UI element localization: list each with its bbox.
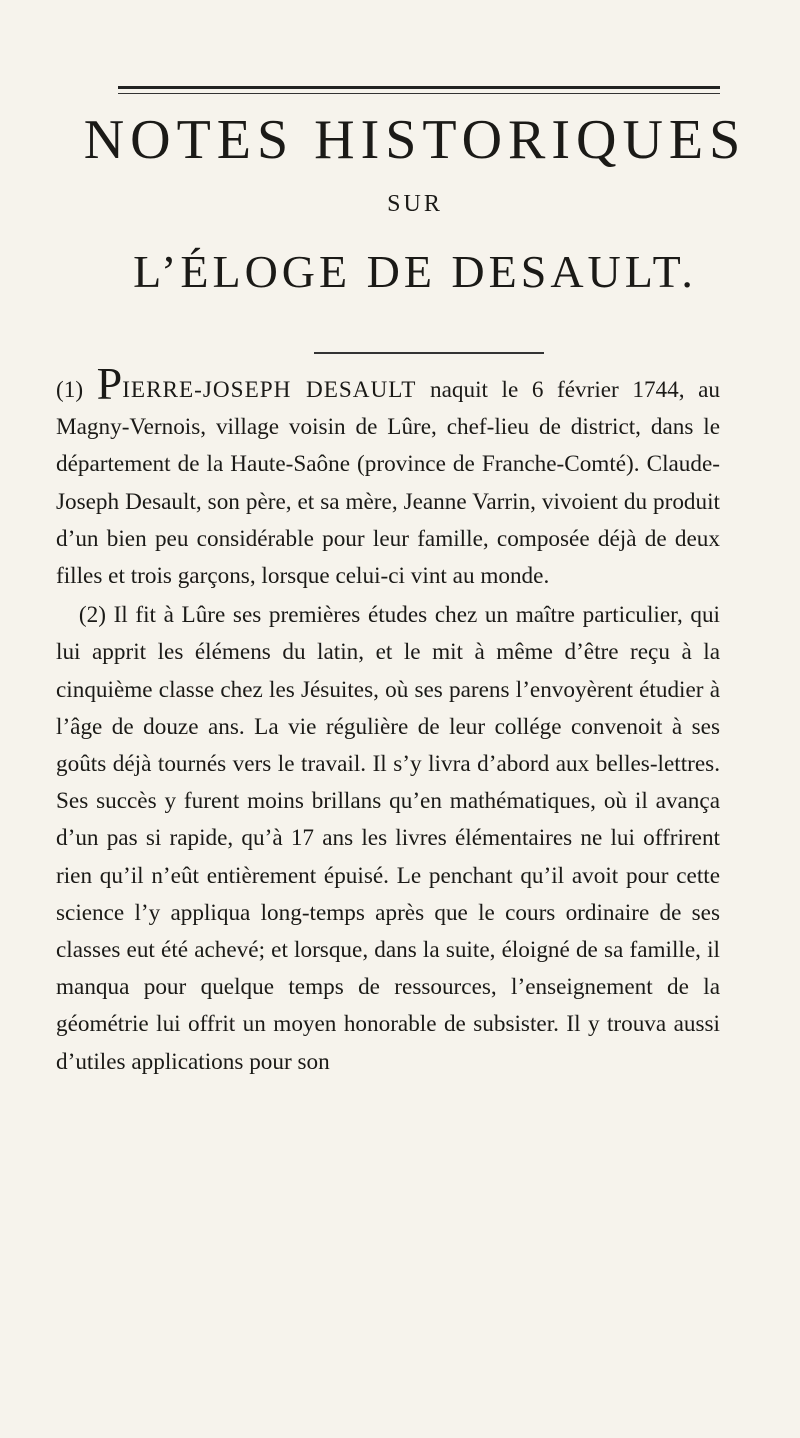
- page-subtitle: L’ÉLOGE DE DESAULT.: [133, 246, 697, 297]
- title-connector: SUR: [387, 191, 443, 217]
- body-text: [56, 358, 720, 1081]
- paragraph-2: [56, 597, 720, 1081]
- paragraph-1-text: naquit le 6 février 1744, au Magny-Vernois, village voisin de Lûre, chef-lieu de district, dans le département de la Haute-Saône (province de Franche-Comté). Claude-Joseph Desault, son père, et sa mère, Jeanne Varrin, vivoient du produit d’un bien peu considérable pour leur famille, composée déjà de deux filles et trois garçons, lorsque celui-ci vint au monde.: [56, 377, 720, 590]
- person-name: IERRE-JOSEPH DESAULT: [122, 377, 417, 403]
- initial-letter: P: [96, 358, 123, 409]
- paragraph-2-text: Il fit à Lûre ses premières études chez un maître particulier, qui lui apprit les élémens du latin, et le mit à même d’être reçu à la cinquième classe chez les Jésuites, où ses parens l’envoyèrent étudier à l’âge de douze ans. La vie régulière de leur collége convenoit à ses goûts déjà tournés vers le travail. Il s’y livra d’abord aux belles-lettres. Ses succès y furent moins brillans qu’en mathématiques, où il avança d’un pas si rapide, qu’à 17 ans les livres élémentaires ne lui offrirent rien qu’il n’eût entièrement épuisé. Le penchant qu’il avoit pour cette science l’y appliqua long-temps après que le cours ordinaire de ses classes eut été achevé; et lorsque, dans la suite, éloigné de sa famille, il manqua pour quelque temps de ressources, l’enseignement de la géométrie lui offrit un moyen honorable de subsister. Il y trouva aussi d’utiles applications pour son: [56, 602, 720, 1075]
- top-rule: [118, 86, 720, 89]
- page-title: NOTES HISTORIQUES: [83, 109, 747, 171]
- note-marker-2: (2): [78, 602, 114, 629]
- section-divider: [314, 352, 544, 354]
- note-marker-1: (1): [56, 377, 97, 403]
- top-rule-thin: [118, 93, 720, 94]
- paragraph-1: [56, 358, 720, 595]
